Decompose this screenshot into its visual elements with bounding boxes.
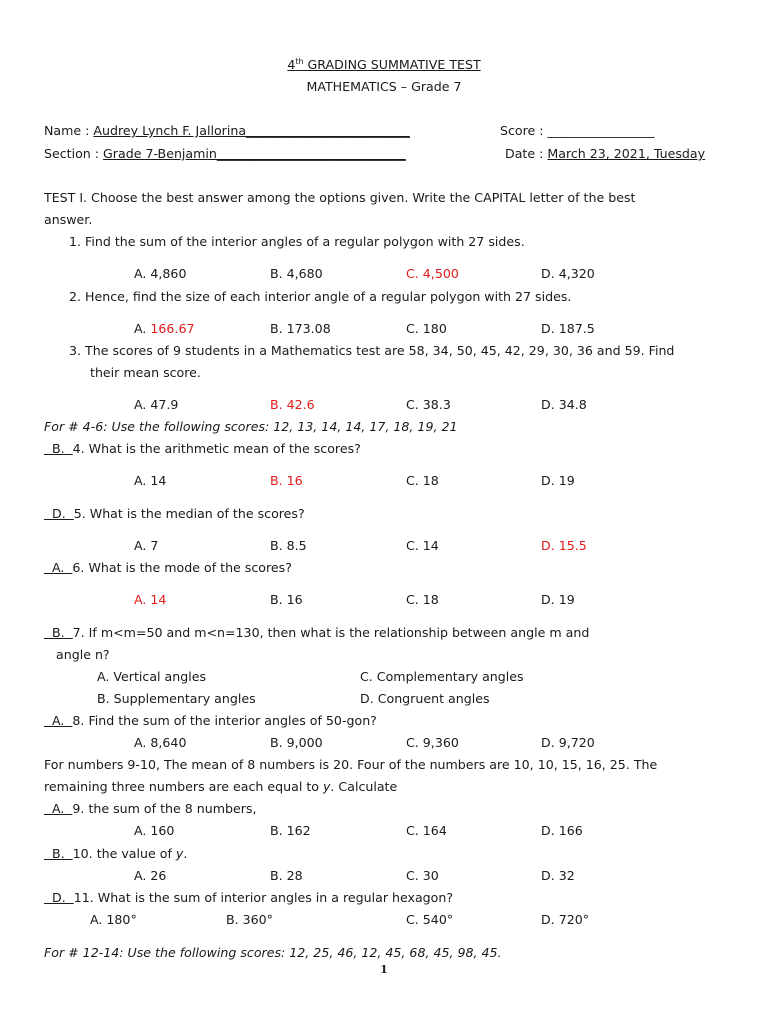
page-number: 1 bbox=[380, 963, 388, 976]
section-line bbox=[44, 146, 406, 162]
q4-option-d: D. 19 bbox=[541, 473, 575, 488]
q8-option-b: B. 9,000 bbox=[270, 735, 323, 750]
q2-option-c: C. 180 bbox=[406, 321, 447, 336]
q1-option-a: A. 4,860 bbox=[134, 266, 187, 281]
section-label: Section : bbox=[44, 146, 104, 161]
q9-option-c: C. 164 bbox=[406, 823, 447, 838]
q10-answer: B. bbox=[44, 846, 73, 861]
note-9-10-end: . Calculate bbox=[330, 779, 398, 794]
q3-option-a: A. 47.9 bbox=[134, 397, 179, 412]
q5-option-d: D. 15.5 bbox=[541, 538, 587, 553]
q4-answer: B. bbox=[44, 441, 73, 456]
q5-option-a: A. 7 bbox=[134, 538, 159, 553]
q9-option-a: A. 160 bbox=[134, 823, 175, 838]
q9-option-d: D. 166 bbox=[541, 823, 583, 838]
question-9 bbox=[44, 801, 256, 817]
name-label: Name : bbox=[44, 123, 94, 138]
q11-option-b: B. 360° bbox=[226, 912, 273, 927]
q2-option-a bbox=[134, 321, 194, 337]
question-7-line-1 bbox=[44, 625, 589, 641]
q4-option-a: A. 14 bbox=[134, 473, 167, 488]
instruction-line-2: answer. bbox=[44, 212, 93, 227]
q3-option-b: B. 42.6 bbox=[270, 397, 315, 412]
q6-option-d: D. 19 bbox=[541, 592, 575, 607]
q6-answer: A. bbox=[44, 560, 73, 575]
question-3-line-2: their mean score. bbox=[90, 365, 201, 380]
note-questions-9-10-line-1: For numbers 9-10, The mean of 8 numbers is 20. Four of the numbers are 10, 10, 15, 16, 25. The bbox=[44, 757, 658, 772]
score-label: Score : bbox=[500, 123, 548, 138]
subject-title: MATHEMATICS – Grade 7 bbox=[306, 79, 462, 94]
q5-answer: D. bbox=[44, 506, 74, 521]
note-questions-12-14: For # 12-14: Use the following scores: 12, 25, 46, 12, 45, 68, 45, 98, 45. bbox=[44, 945, 502, 960]
q11-option-c: C. 540° bbox=[406, 912, 454, 927]
q7-text: 7. If m<m=50 and m<n=130, then what is the relationship between angle m and bbox=[72, 625, 590, 640]
q8-answer: A. bbox=[44, 713, 73, 728]
q7-option-a: A. Vertical angles bbox=[97, 669, 207, 684]
q6-option-c: C. 18 bbox=[406, 592, 439, 607]
q4-option-c: C. 18 bbox=[406, 473, 439, 488]
q7-option-c: C. Complementary angles bbox=[360, 669, 524, 684]
q9-option-b: B. 162 bbox=[270, 823, 311, 838]
question-8 bbox=[44, 713, 377, 729]
question-11 bbox=[44, 890, 453, 906]
question-3-line-1: 3. The scores of 9 students in a Mathematics test are 58, 34, 50, 45, 42, 29, 30, 36 and 59. Find bbox=[69, 343, 675, 358]
q10-variable: y bbox=[175, 846, 184, 861]
q10-text: 10. the value of bbox=[72, 846, 176, 861]
q5-option-c: C. 14 bbox=[406, 538, 439, 553]
grading-number: 4 bbox=[287, 57, 296, 72]
q8-option-d: D. 9,720 bbox=[541, 735, 595, 750]
q11-option-d: D. 720° bbox=[541, 912, 590, 927]
note-9-10-variable: y bbox=[322, 779, 331, 794]
note-questions-4-6: For # 4-6: Use the following scores: 12, 13, 14, 14, 17, 18, 19, 21 bbox=[44, 419, 458, 434]
question-2: 2. Hence, find the size of each interior angle of a regular polygon with 27 sides. bbox=[69, 289, 572, 304]
q5-option-b: B. 8.5 bbox=[270, 538, 307, 553]
q8-option-c: C. 9,360 bbox=[406, 735, 459, 750]
date-line bbox=[505, 146, 705, 162]
grading-ordinal: th bbox=[295, 56, 304, 66]
question-1: 1. Find the sum of the interior angles of a regular polygon with 27 sides. bbox=[69, 234, 525, 249]
q6-option-a: A. 14 bbox=[134, 592, 167, 607]
test-title bbox=[0, 57, 768, 73]
score-line bbox=[500, 123, 655, 139]
instruction-line-1: TEST I. Choose the best answer among the options given. Write the CAPITAL letter of the best bbox=[44, 190, 636, 205]
q7-option-b: B. Supplementary angles bbox=[97, 691, 256, 706]
question-10 bbox=[44, 846, 187, 862]
q10-option-d: D. 32 bbox=[541, 868, 575, 883]
q11-option-a: A. 180° bbox=[90, 912, 137, 927]
q2-option-a-letter: A. bbox=[134, 321, 151, 336]
name-value: Audrey Lynch F. Jallorina__________________________ bbox=[93, 123, 410, 138]
section-value: Grade 7-Benjamin______________________________ bbox=[103, 146, 406, 161]
q10-end: . bbox=[183, 846, 188, 861]
q2-option-d: D. 187.5 bbox=[541, 321, 595, 336]
q7-answer: B. bbox=[44, 625, 73, 640]
note-questions-9-10-line-2 bbox=[44, 779, 397, 795]
date-label: Date : bbox=[505, 146, 548, 161]
q8-option-a: A. 8,640 bbox=[134, 735, 187, 750]
q2-option-a-value: 166.67 bbox=[150, 321, 195, 336]
q8-text: 8. Find the sum of the interior angles of 50-gon? bbox=[72, 713, 377, 728]
q10-option-a: A. 26 bbox=[134, 868, 167, 883]
question-6 bbox=[44, 560, 292, 576]
q3-option-c: C. 38.3 bbox=[406, 397, 451, 412]
score-value: _________________ bbox=[547, 123, 655, 138]
q9-text: 9. the sum of the 8 numbers, bbox=[72, 801, 257, 816]
q1-option-d: D. 4,320 bbox=[541, 266, 595, 281]
q4-text: 4. What is the arithmetic mean of the scores? bbox=[72, 441, 361, 456]
test-title-text: GRADING SUMMATIVE TEST bbox=[303, 57, 481, 72]
q3-option-d: D. 34.8 bbox=[541, 397, 587, 412]
q6-option-b: B. 16 bbox=[270, 592, 303, 607]
question-4 bbox=[44, 441, 361, 457]
date-value: March 23, 2021, Tuesday bbox=[547, 146, 706, 161]
q1-option-c: C. 4,500 bbox=[406, 266, 459, 281]
q6-text: 6. What is the mode of the scores? bbox=[72, 560, 292, 575]
q5-text: 5. What is the median of the scores? bbox=[73, 506, 305, 521]
question-7-line-2: angle n? bbox=[56, 647, 110, 662]
name-line bbox=[44, 123, 410, 139]
question-5 bbox=[44, 506, 305, 522]
q10-option-b: B. 28 bbox=[270, 868, 303, 883]
q2-option-b: B. 173.08 bbox=[270, 321, 331, 336]
q4-option-b: B. 16 bbox=[270, 473, 303, 488]
q10-option-c: C. 30 bbox=[406, 868, 439, 883]
note-9-10-text: remaining three numbers are each equal to bbox=[44, 779, 323, 794]
q11-text: 11. What is the sum of interior angles in a regular hexagon? bbox=[73, 890, 454, 905]
q1-option-b: B. 4,680 bbox=[270, 266, 323, 281]
q7-option-d: D. Congruent angles bbox=[360, 691, 490, 706]
q11-answer: D. bbox=[44, 890, 74, 905]
q9-answer: A. bbox=[44, 801, 73, 816]
